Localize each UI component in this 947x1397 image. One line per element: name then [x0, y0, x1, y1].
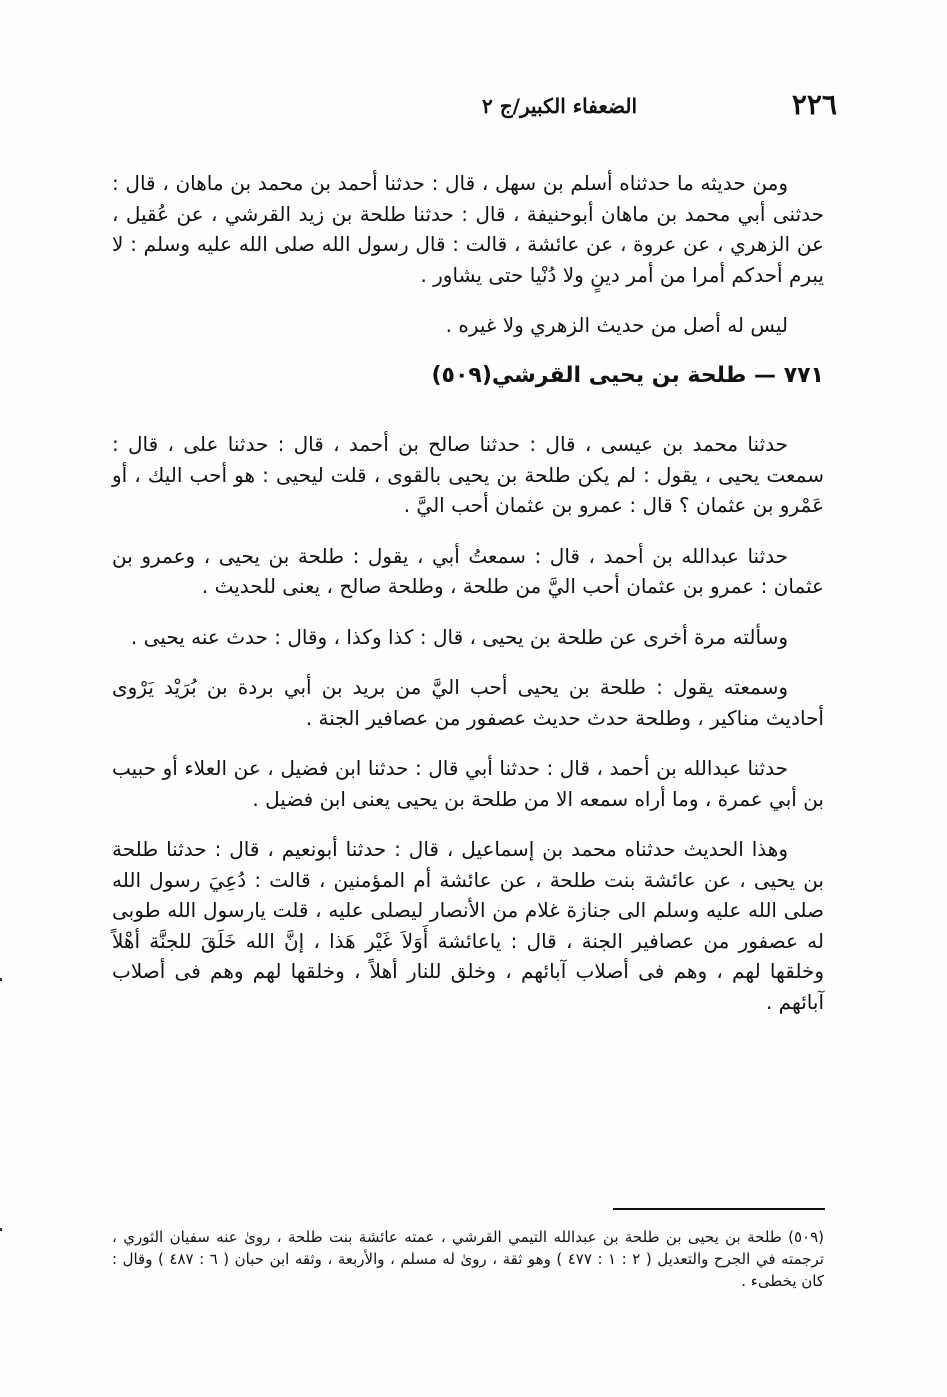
- paragraph: وسمعته يقول : طلحة بن يحيى أحب اليَّ من بريد بن أبي بردة بن بُرَيْد يَرْوى أحاديث مناكير ، وطلحة حدث حديث عصفور من عصافير الجنة .: [112, 675, 824, 730]
- running-title: الضعفاء الكبير/ج ٢: [482, 94, 637, 118]
- scan-mark: [0, 978, 2, 981]
- main-text: [112, 168, 824, 1037]
- scan-mark: [0, 1228, 2, 1231]
- page-header: [110, 88, 837, 128]
- paragraph: حدثنا محمد بن عيسى ، قال : حدثنا صالح بن أحمد ، قال : حدثنا على ، قال : سمعت يحيى ، يقول : لم يكن طلحة بن يحيى بالقوى ، قلت ليحيى : هو أحب اليك ، أو عَمْرو بن عثمان ؟ قال : عمرو بن عثمان أحب اليَّ .: [112, 432, 824, 517]
- paragraph: حدثنا عبدالله بن أحمد ، قال : حدثنا أبي قال : حدثنا ابن فضيل ، عن العلاء أو حبيب بن أبي عمرة ، وما أراه سمعه الا من طلحة بن يحيى يعنى ابن فضيل .: [112, 756, 824, 811]
- page-number: ٢٢٦: [791, 88, 837, 121]
- footnote: (٥٠٩) طلحة بن يحيى بن طلحة بن عبدالله التيمي القرشي ، عمته عائشة بنت طلحة ، روىٰ عنه سفيان الثوري ، ترجمته في الجرح والتعديل ( ٢ : ١ : ٤٧٧ ) وهو ثقة ، روىٰ له مسلم ، والأربعة ، وثقه ابن حبان ( ٦ : ٤٨٧ ) وقال : كان يخطىء .: [112, 1228, 824, 1290]
- paragraph: حدثنا عبدالله بن أحمد ، قال : سمعتُ أبي ، يقول : طلحة بن يحيى ، وعمرو بن عثمان : عمرو بن عثمان أحب اليَّ من طلحة ، وطلحة صالح ، يعنى للحديث .: [112, 543, 824, 598]
- paragraph: وسألته مرة أخرى عن طلحة بن يحيى ، قال : كذا وكذا ، وقال : حدث عنه يحيى .: [130, 624, 788, 649]
- footnote-divider: [613, 1208, 825, 1210]
- entry-heading: ٧٧١ — طلحة بن يحيى القرشي(٥٠٩): [431, 362, 824, 388]
- paragraph: وهذا الحديث حدثناه محمد بن إسماعيل ، قال : حدثنا أبونعيم ، قال : حدثنا طلحة بن يحيى ، عن عائشة بنت طلحة ، عن عائشة أم المؤمنين ، قالت : دُعِيَ رسول الله صلى الله عليه وسلم الى جنازة غلام من الأنصار ليصلى عليه ، قلت يارسول الله طوبى له عصفور من عصافير الجنة ، قال : ياعائشة أَوَلاَ غَيْر هَذا ، إنَّ الله خَلَقَ للجنَّة أهْلاً وخلقها لهم ، وهم فى أصلاب آبائهم ، وخلق للنار أهلاً ، وخلقها لهم وهم فى أصلاب آبائهم .: [112, 837, 824, 1014]
- paragraph: ليس له أصل من حديث الزهري ولا غيره .: [445, 313, 788, 337]
- paragraph: ومن حديثه ما حدثناه أسلم بن سهل ، قال : حدثنا أحمد بن محمد بن ماهان ، قال : حدثنى أبي محمد بن ماهان أبوحنيفة ، قال : حدثنا طلحة بن زيد القرشي ، عن عُقيل ، عن الزهري ، عن عروة ، عن عائشة ، قالت : قال رسول الله صلى الله عليه وسلم : لا يبرم أحدكم أمرا من أمر دينٍ ولا دُنْيا حتى يشاور .: [112, 171, 824, 287]
